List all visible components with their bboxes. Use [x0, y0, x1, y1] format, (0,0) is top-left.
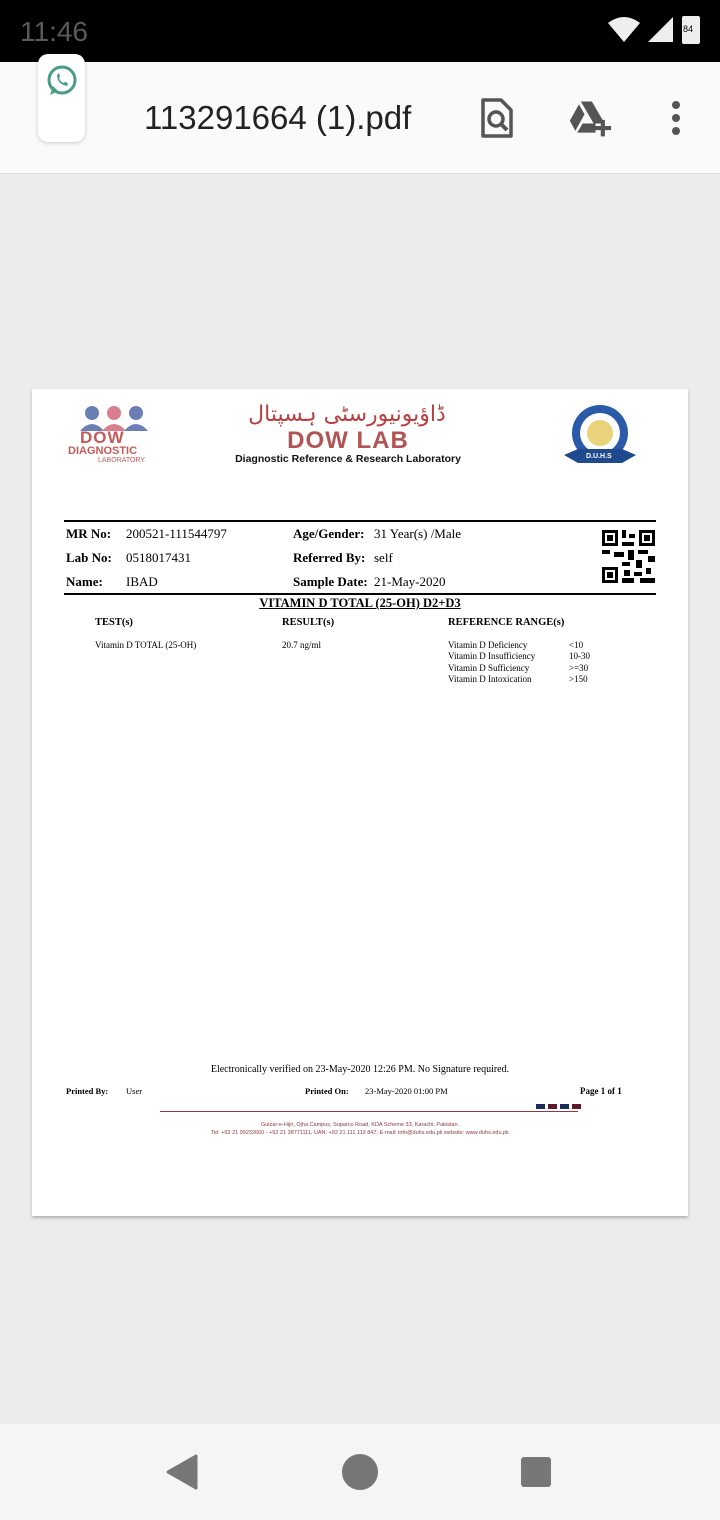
people-icon: [78, 403, 162, 431]
battery-icon: [682, 16, 700, 44]
signal-icon: [648, 17, 674, 43]
referred-by-label: Referred By:: [293, 550, 366, 565]
find-button[interactable]: [474, 96, 518, 140]
logo-laboratory-text: LABORATORY: [98, 457, 146, 464]
printed-by-value: User: [126, 1086, 143, 1096]
status-icons: [608, 16, 700, 44]
age-gender-label: Age/Gender:: [293, 526, 365, 541]
lab-no-value: 0518017431: [126, 550, 191, 565]
range-value: >150: [569, 673, 588, 684]
name-value: IBAD: [126, 574, 158, 589]
document-search-icon: [479, 98, 513, 138]
column-test: TEST(s): [95, 617, 133, 628]
footer-line: [160, 1111, 578, 1112]
status-time: 11:46: [20, 16, 88, 47]
verified-note: Electronically verified on 23-May-2020 12:26 PM. No Signature required.: [210, 1064, 510, 1075]
referred-by-value: self: [374, 550, 393, 565]
report-title: VITAMIN D TOTAL (25-OH) D2+D3: [259, 596, 461, 610]
lab-name-urdu: ڈاؤیونیورسٹی ہسپتال: [248, 402, 446, 427]
lab-name: DOW LAB: [287, 427, 409, 454]
lab-no-label: Lab No:: [66, 550, 112, 565]
recents-button[interactable]: [520, 1456, 552, 1493]
reference-range-values: [569, 640, 590, 685]
recents-icon: [520, 1456, 552, 1488]
dow-diagnostic-logo: [68, 403, 154, 471]
range-value: >=30: [569, 662, 589, 673]
footer-address: Gulzar-e-Hijri, Ojha Campus, Suparco Road, KDA Scheme 33, Karachi, Pakistan.: [260, 1122, 460, 1128]
logo-dow-text: DOW: [80, 428, 125, 447]
range-label: Vitamin D Insufficiency: [448, 651, 536, 662]
mr-label: MR No:: [66, 526, 112, 541]
back-icon: [164, 1454, 198, 1490]
pdf-page[interactable]: [32, 389, 688, 1216]
drive-add-icon: [568, 98, 612, 138]
printed-on-label: Printed On:: [305, 1086, 349, 1096]
printed-by-label: Printed By:: [66, 1086, 109, 1096]
range-value: <10: [569, 640, 584, 650]
range-label: Vitamin D Intoxication: [448, 673, 532, 684]
more-vert-icon: [670, 100, 682, 136]
divider-bottom: [64, 593, 656, 595]
range-value: 10-30: [569, 651, 590, 662]
navigation-bar: [0, 1424, 720, 1520]
home-icon: [341, 1453, 379, 1491]
age-gender-value: 31 Year(s) /Male: [374, 526, 462, 541]
column-result: RESULT(s): [282, 617, 335, 628]
page-number: Page 1 of 1: [580, 1086, 622, 1096]
seal-text: D.U.H.S: [586, 453, 612, 460]
wifi-icon: [608, 17, 640, 43]
status-bar: [0, 0, 720, 62]
home-button[interactable]: [341, 1453, 379, 1496]
reference-range-labels: [448, 640, 535, 685]
drive-button[interactable]: [568, 96, 612, 140]
battery-level: 84: [683, 24, 694, 34]
document-title: 113291664 (1).pdf: [144, 99, 412, 136]
whatsapp-icon: [45, 64, 79, 98]
test-result: 20.7 ng/ml: [282, 640, 322, 650]
sample-date-label: Sample Date:: [293, 574, 368, 589]
lab-subtitle: Diagnostic Reference & Research Laboratory: [235, 453, 461, 465]
footer-squares: [536, 1104, 581, 1109]
sample-date-value: 21-May-2020: [374, 574, 446, 589]
range-label: Vitamin D Deficiency: [448, 640, 528, 650]
divider-top: [64, 520, 656, 522]
name-label: Name:: [66, 574, 103, 589]
logo-diagnostic-text: DIAGNOSTIC: [68, 445, 138, 457]
footer-contact: Tel: +92 21 99232660 - +92 21 38771111, UAN: +92 21 111 113 847, E-mail: info@duhs.edu.pk website: www.duhs.edu.pk: [211, 1130, 509, 1136]
duhs-seal: [560, 401, 640, 469]
test-name: Vitamin D TOTAL (25-OH): [95, 640, 197, 650]
back-button[interactable]: [164, 1454, 198, 1495]
qr-code: [602, 530, 655, 583]
whatsapp-bubble[interactable]: [38, 54, 85, 142]
printed-on-value: 23-May-2020 01:00 PM: [365, 1086, 448, 1096]
column-range: REFERENCE RANGE(s): [448, 617, 565, 628]
more-options-button[interactable]: [654, 96, 698, 140]
mr-value: 200521-111544797: [126, 526, 227, 541]
range-label: Vitamin D Sufficiency: [448, 662, 530, 673]
